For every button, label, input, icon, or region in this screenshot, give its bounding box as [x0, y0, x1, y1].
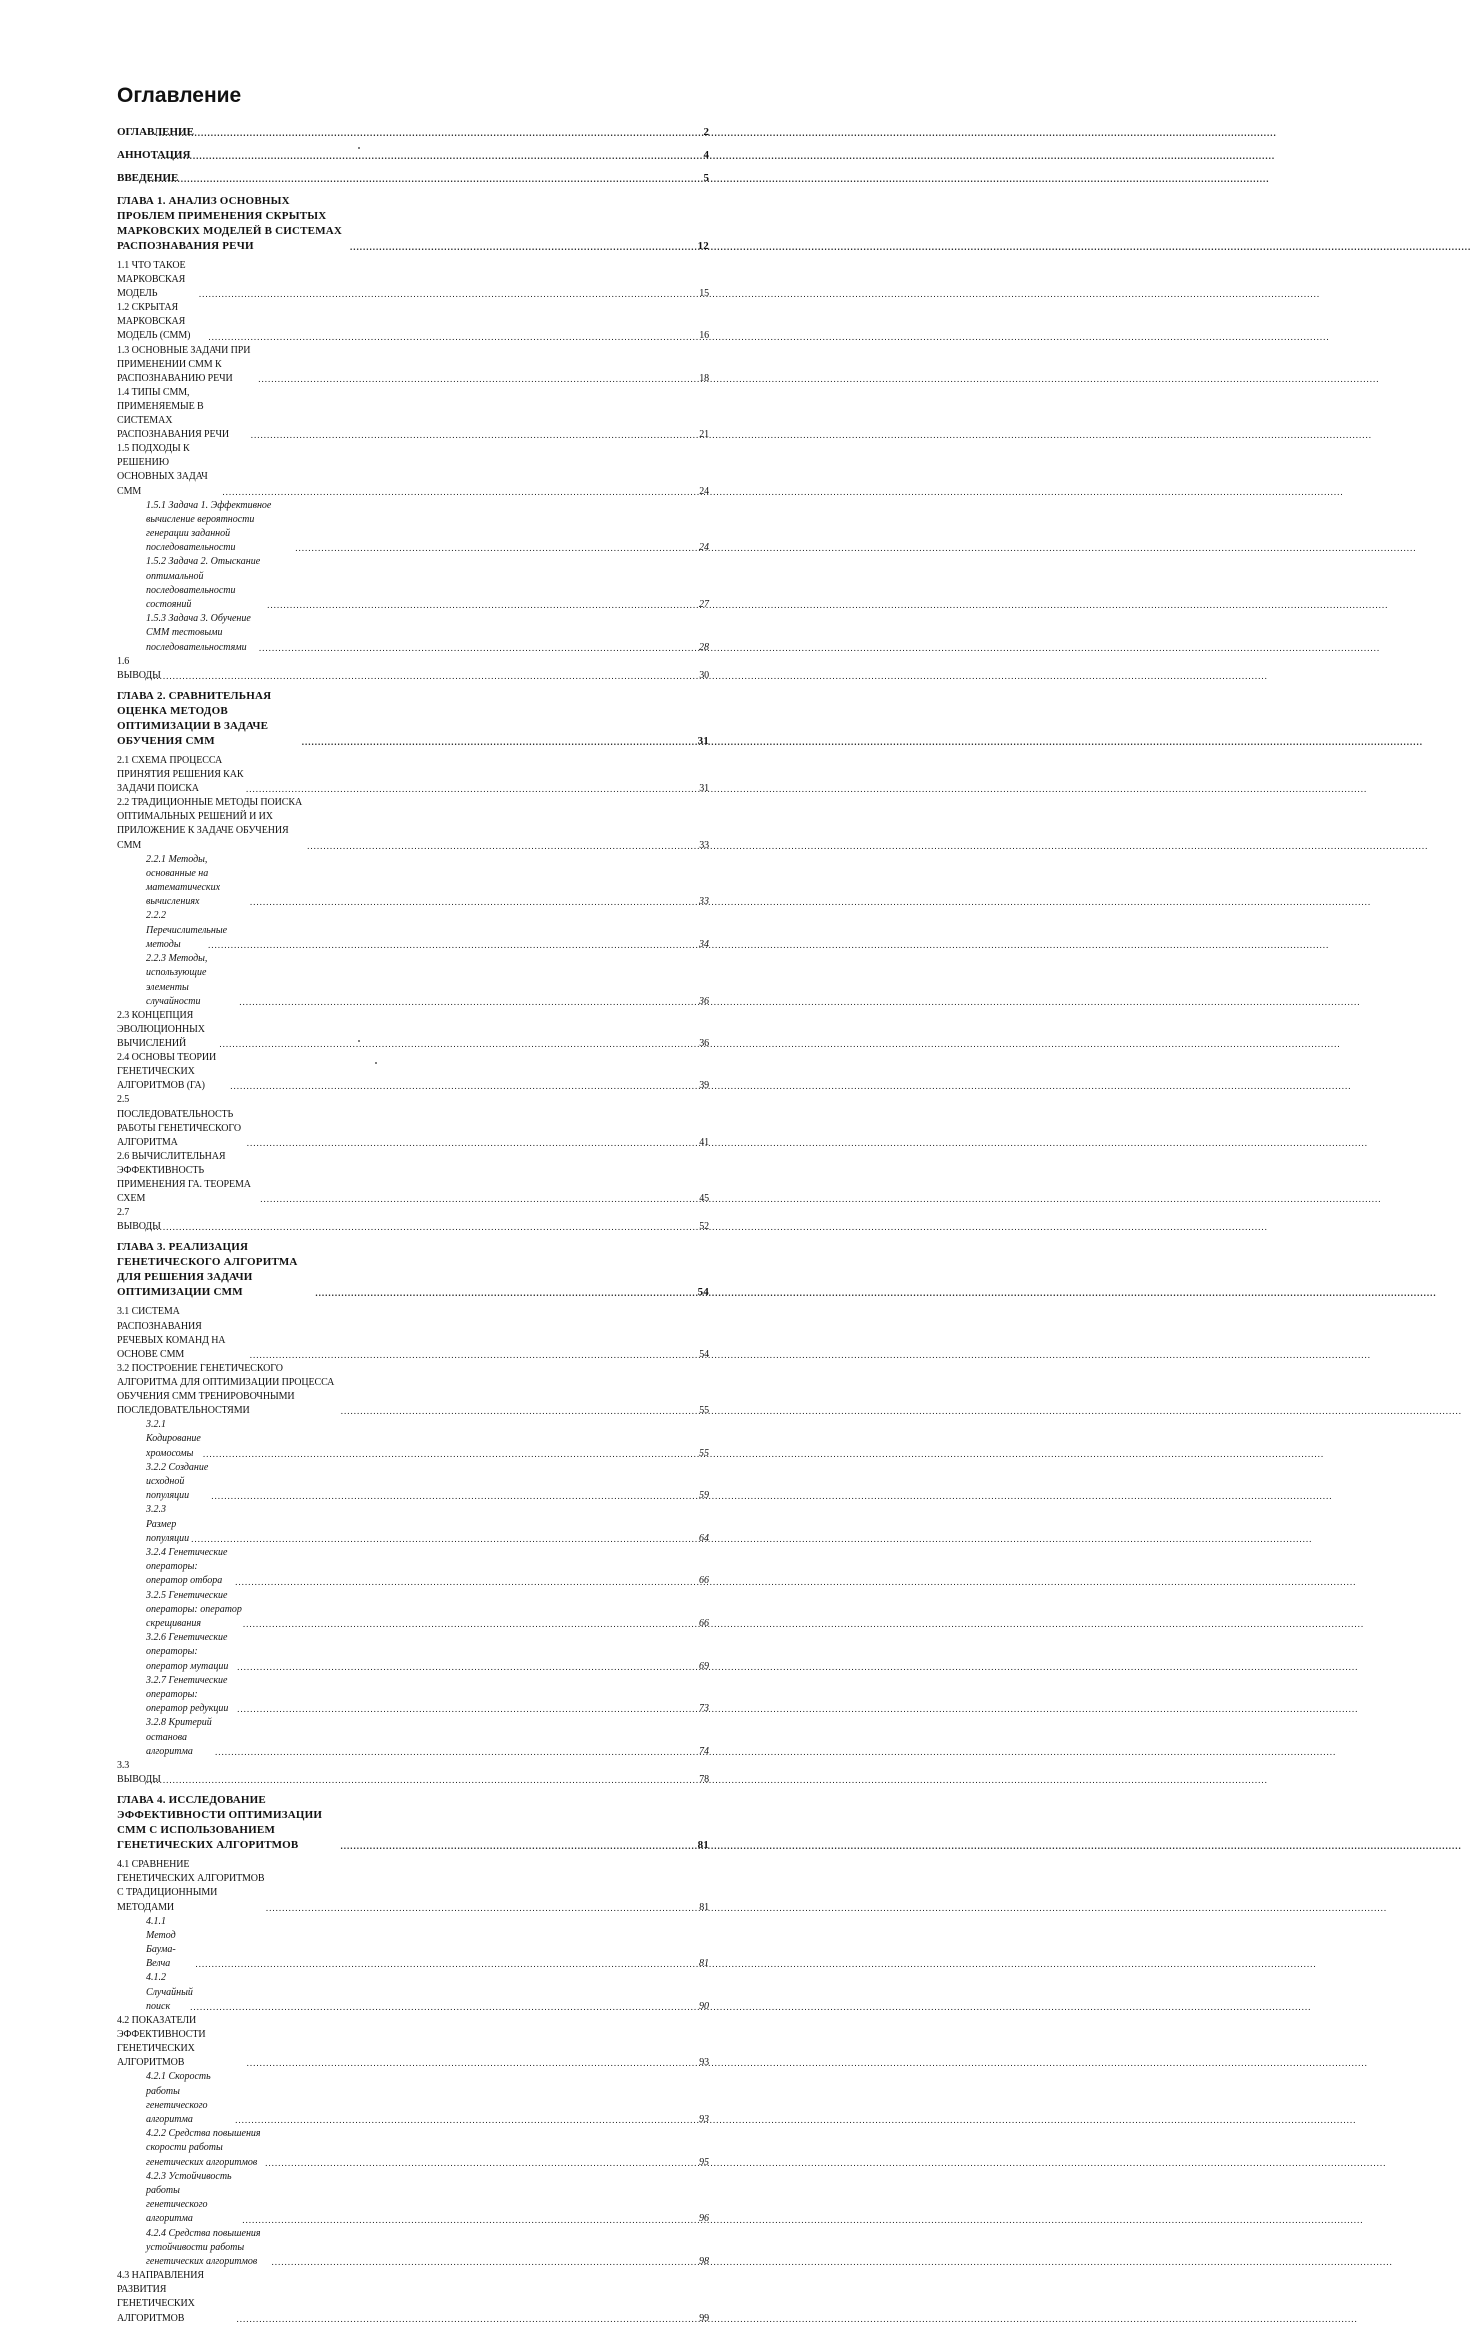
toc-subsection[interactable]	[117, 1716, 709, 1759]
toc-entry-title: 4.2.3 Устойчивость работы генетического алгоритма	[146, 2170, 232, 2225]
toc-subsection[interactable]	[117, 499, 709, 556]
toc-entry-title: 3.2.4 Генетические операторы: оператор отбора	[146, 1546, 228, 1587]
table-of-contents	[117, 125, 709, 2326]
dot-leader	[247, 2059, 698, 2067]
toc-section[interactable]	[117, 1858, 709, 1914]
dot-leader	[235, 2116, 697, 2124]
dot-leader	[191, 1535, 697, 1543]
dot-leader	[211, 1492, 697, 1500]
toc-entry-title: 4.1.1 Метод Баума-Велча	[146, 1915, 176, 1970]
toc-subsection[interactable]	[117, 2227, 709, 2270]
dot-leader	[230, 1082, 697, 1090]
dot-leader	[147, 1223, 698, 1231]
toc-entry-title: 2.4 ОСНОВЫ ТЕОРИИ ГЕНЕТИЧЕСКИХ АЛГОРИТМОВ (ГА)	[117, 1052, 217, 1092]
toc-entry-title: АННОТАЦИЯ	[117, 149, 191, 161]
toc-entry-title: 4.2.1 Скорость работы генетического алгоритма	[146, 2071, 211, 2125]
toc-page-number: 2	[703, 126, 709, 138]
toc-page-number: 98	[699, 2256, 709, 2268]
toc-page-number: 30	[699, 669, 709, 681]
toc-subsection[interactable]	[117, 2170, 709, 2227]
dot-leader	[190, 2003, 697, 2011]
toc-entry-title: 1.6 ВЫВОДЫ	[117, 655, 161, 681]
dot-leader	[155, 129, 701, 137]
dot-leader	[259, 644, 697, 652]
toc-page-number: 81	[697, 1839, 709, 1852]
toc-page-number: 45	[699, 1193, 709, 1205]
dot-leader	[307, 842, 697, 850]
dot-leader	[266, 1904, 697, 1912]
toc-chapter-heading[interactable]	[117, 194, 709, 254]
dot-leader	[222, 488, 697, 496]
toc-page-number: 24	[699, 542, 709, 554]
toc-section[interactable]	[117, 259, 709, 301]
toc-entry-top[interactable]	[117, 171, 709, 186]
toc-page-number: 28	[699, 641, 709, 653]
toc-entry-title: 2.7 ВЫВОДЫ	[117, 1207, 161, 1233]
toc-page-number: 18	[699, 372, 709, 384]
dot-leader	[350, 243, 696, 251]
dot-leader	[237, 1663, 697, 1671]
toc-section[interactable]	[117, 754, 709, 796]
toc-entry-title: 1.3 ОСНОВНЫЕ ЗАДАЧИ ПРИ ПРИМЕНЕНИИ СММ К РАСПОЗНАВАНИЮ РЕЧИ	[117, 344, 251, 384]
toc-subsection[interactable]	[117, 1503, 709, 1546]
dot-leader	[147, 672, 698, 680]
toc-chapter-heading[interactable]	[117, 1240, 709, 1300]
dot-leader	[251, 431, 697, 439]
toc-section[interactable]	[117, 796, 709, 852]
dot-leader	[242, 2216, 697, 2224]
toc-entry-title: 3.1 СИСТЕМА РАСПОЗНАВАНИЯ РЕЧЕВЫХ КОМАНД НА ОСНОВЕ СММ	[117, 1306, 226, 1360]
toc-entry-title: 3.2.8 Критерий останова алгоритма	[146, 1717, 212, 1757]
toc-entry-title: ГЛАВА 1. АНАЛИЗ ОСНОВНЫХ ПРОБЛЕМ ПРИМЕНЕНИЯ СКРЫТЫХ МАРКОВСКИХ МОДЕЛЕЙ В СИСТЕМАХ РАСПОЗНАВАНИЯ РЕЧИ	[117, 195, 343, 252]
toc-entry-title: 3.3 ВЫВОДЫ	[117, 1760, 161, 1786]
toc-page-number: 27	[699, 599, 709, 611]
toc-page-number: 36	[699, 1038, 709, 1050]
toc-section[interactable]	[117, 301, 709, 343]
dot-leader	[247, 1139, 698, 1147]
dot-leader	[215, 1748, 697, 1756]
toc-entry-title: 3.2.7 Генетические операторы: оператор редукции	[146, 1674, 229, 1715]
toc-page-number: 21	[699, 429, 709, 441]
toc-entry-title: 1.4 ТИПЫ СММ, ПРИМЕНЯЕМЫЕ В СИСТЕМАХ РАСПОЗНАВАНИЯ РЕЧИ	[117, 386, 230, 441]
dot-leader	[258, 375, 697, 383]
dot-leader	[267, 601, 697, 609]
toc-subsection[interactable]	[117, 1915, 709, 1972]
toc-entry-title: 1.2 СКРЫТАЯ МАРКОВСКАЯ МОДЕЛЬ (СММ)	[117, 302, 191, 342]
toc-entry-title: 3.2.2 Создание исходной популяции	[146, 1461, 209, 1502]
toc-page-number: 41	[699, 1136, 709, 1148]
toc-page-number: 73	[699, 1703, 709, 1715]
toc-page-number: 54	[699, 1348, 709, 1360]
dot-leader	[302, 738, 696, 746]
dot-leader	[243, 1620, 697, 1628]
toc-entry-title: 2.6 ВЫЧИСЛИТЕЛЬНАЯ ЭФФЕКТИВНОСТЬ ПРИМЕНЕНИЯ ГА. ТЕОРЕМА СХЕМ	[117, 1150, 251, 1205]
toc-entry-top[interactable]	[117, 148, 709, 163]
toc-subsection[interactable]	[117, 612, 709, 655]
toc-page-number: 78	[699, 1774, 709, 1786]
toc-entry-title: 1.5.1 Задача 1. Эффективное вычисление вероятности генерации заданной последовательности	[146, 499, 272, 554]
dot-leader	[296, 544, 697, 552]
toc-entry-title: 4.1.2 Случайный поиск	[146, 1972, 193, 2012]
dot-leader	[315, 1289, 695, 1297]
toc-entry-title: 4.2 ПОКАЗАТЕЛИ ЭФФЕКТИВНОСТИ ГЕНЕТИЧЕСКИХ АЛГОРИТМОВ	[117, 2015, 206, 2069]
toc-page-number: 81	[699, 1958, 709, 1970]
dot-leader	[237, 2315, 698, 2323]
toc-page-number: 4	[703, 149, 709, 161]
toc-subsection[interactable]	[117, 1589, 709, 1632]
dot-leader	[219, 1040, 697, 1048]
toc-entry-title: 2.5 ПОСЛЕДОВАТЕЛЬНОСТЬ РАБОТЫ ГЕНЕТИЧЕСКОГО АЛГОРИТМА	[117, 1094, 241, 1148]
toc-entry-title: 3.2.1 Кодирование хромосомы	[146, 1419, 201, 1459]
toc-section[interactable]	[117, 1009, 709, 1051]
dot-leader	[148, 175, 701, 183]
toc-subsection[interactable]	[117, 2070, 709, 2127]
toc-page-number: 99	[699, 2312, 709, 2324]
dot-leader	[199, 290, 697, 298]
toc-section[interactable]	[117, 344, 709, 386]
toc-subsection[interactable]	[117, 1674, 709, 1717]
toc-entry-title: 1.5 ПОДХОДЫ К РЕШЕНИЮ ОСНОВНЫХ ЗАДАЧ СММ	[117, 443, 208, 497]
toc-entry-title: ГЛАВА 3. РЕАЛИЗАЦИЯ ГЕНЕТИЧЕСКОГО АЛГОРИТМА ДЛЯ РЕШЕНИЯ ЗАДАЧИ ОПТИМИЗАЦИИ СММ	[117, 1241, 298, 1299]
toc-section[interactable]	[117, 1150, 709, 1206]
toc-section[interactable]	[117, 1093, 709, 1149]
toc-entry-title: ВВЕДЕНИЕ	[117, 172, 179, 184]
dot-leader	[147, 1776, 698, 1784]
toc-subsection[interactable]	[117, 853, 709, 910]
dot-leader	[250, 898, 697, 906]
toc-section[interactable]	[117, 1206, 709, 1234]
toc-entry-title: 1.5.3 Задача 3. Обучение СММ тестовыми последовательностями	[146, 613, 251, 653]
toc-section[interactable]	[117, 2269, 709, 2325]
toc-entry-title: 2.3 КОНЦЕПЦИЯ ЭВОЛЮЦИОННЫХ ВЫЧИСЛЕНИЙ	[117, 1009, 205, 1050]
toc-entry-title: 2.1 СХЕМА ПРОЦЕССА ПРИНЯТИЯ РЕШЕНИЯ КАК ЗАДАЧИ ПОИСКА	[117, 755, 244, 795]
dot-leader	[154, 152, 702, 160]
toc-page-number: 39	[699, 1080, 709, 1092]
toc-entry-top[interactable]	[117, 125, 709, 140]
toc-page-number: 5	[703, 172, 709, 184]
toc-page-number: 93	[699, 2114, 709, 2125]
toc-page-number: 93	[699, 2057, 709, 2069]
toc-page-number: 34	[699, 938, 709, 950]
toc-section[interactable]	[117, 1759, 709, 1787]
toc-page-number: 54	[697, 1286, 709, 1299]
toc-page-number: 55	[699, 1447, 709, 1459]
dot-leader	[250, 1351, 697, 1359]
toc-page-number: 31	[697, 735, 709, 748]
toc-entry-title: 4.3 НАПРАВЛЕНИЯ РАЗВИТИЯ ГЕНЕТИЧЕСКИХ АЛГОРИТМОВ	[117, 2270, 204, 2324]
dot-leader	[341, 1407, 697, 1415]
toc-entry-title: 3.2.3 Размер популяции	[146, 1504, 190, 1544]
toc-subsection[interactable]	[117, 1546, 709, 1589]
toc-subsection[interactable]	[117, 2127, 709, 2170]
toc-subsection[interactable]	[117, 555, 709, 612]
toc-section[interactable]	[117, 1305, 709, 1361]
toc-page-number: 36	[699, 995, 709, 1007]
toc-entry-title: 2.2 ТРАДИЦИОННЫЕ МЕТОДЫ ПОИСКА ОПТИМАЛЬНЫХ РЕШЕНИЙ И ИХ ПРИЛОЖЕНИЕ К ЗАДАЧЕ ОБУЧЕНИЯ СММ	[117, 797, 303, 851]
toc-page-number: 64	[699, 1532, 709, 1544]
toc-subsection[interactable]	[117, 1631, 709, 1674]
toc-entry-title: 2.2.1 Методы, основанные на математических вычислениях	[146, 853, 221, 908]
toc-page-number: 66	[699, 1618, 709, 1629]
toc-subsection[interactable]	[117, 909, 709, 952]
toc-subsection[interactable]	[117, 1461, 709, 1504]
toc-page-number: 55	[699, 1405, 709, 1417]
dot-leader	[235, 1578, 697, 1586]
toc-page-number: 66	[699, 1575, 709, 1587]
toc-page-number: 24	[699, 485, 709, 497]
toc-page-number: 74	[699, 1745, 709, 1757]
toc-page-number: 16	[699, 330, 709, 342]
dot-leader	[239, 998, 697, 1006]
toc-page-number: 33	[699, 896, 709, 908]
dot-leader	[237, 1705, 697, 1713]
dot-leader	[260, 1195, 697, 1203]
toc-entry-title: 2.2.2 Перечислительные методы	[146, 910, 228, 950]
toc-page-number: 69	[699, 1660, 709, 1672]
toc-page-number: 12	[697, 240, 709, 252]
toc-section[interactable]	[117, 386, 709, 442]
toc-section[interactable]	[117, 1051, 709, 1093]
toc-entry-title: 4.1 СРАВНЕНИЕ ГЕНЕТИЧЕСКИХ АЛГОРИТМОВ С ТРАДИЦИОННЫМИ МЕТОДАМИ	[117, 1859, 265, 1913]
dot-leader	[208, 941, 697, 949]
dot-leader	[203, 1450, 697, 1458]
toc-entry-title: ГЛАВА 4. ИССЛЕДОВАНИЕ ЭФФЕКТИВНОСТИ ОПТИМИЗАЦИИ СММ С ИСПОЛЬЗОВАНИЕМ ГЕНЕТИЧЕСКИХ АЛГОРИТМОВ	[117, 1794, 323, 1852]
toc-chapter-heading[interactable]	[117, 689, 709, 749]
toc-page-number: 90	[699, 2000, 709, 2012]
toc-entry-title: 1.1 ЧТО ТАКОЕ МАРКОВСКАЯ МОДЕЛЬ	[117, 260, 186, 300]
dot-leader	[196, 1960, 697, 1968]
dot-leader	[208, 333, 697, 341]
toc-subsection[interactable]	[117, 1971, 709, 2014]
toc-entry-title: ОГЛАВЛЕНИЕ	[117, 126, 194, 138]
scan-speck	[358, 1040, 360, 1042]
toc-page-number: 52	[699, 1221, 709, 1233]
toc-section[interactable]	[117, 1362, 709, 1418]
toc-entry-title: 4.2.4 Средства повышения устойчивости работы генетических алгоритмов	[146, 2227, 261, 2268]
dot-leader	[272, 2258, 697, 2266]
page-title: Оглавление	[117, 84, 242, 107]
toc-entry-title: 3.2 ПОСТРОЕНИЕ ГЕНЕТИЧЕСКОГО АЛГОРИТМА ДЛЯ ОПТИМИЗАЦИИ ПРОЦЕССА ОБУЧЕНИЯ СММ ТРЕНИРОВОЧНЫМИ ПОСЛЕДОВАТЕЛЬНОСТЯМИ	[117, 1362, 335, 1417]
dot-leader	[246, 785, 697, 793]
toc-chapter-heading[interactable]	[117, 1793, 709, 1853]
toc-page-number: 59	[699, 1490, 709, 1502]
toc-entry-title: 1.5.2 Задача 2. Отыскание оптимальной последовательности состояний	[146, 556, 261, 611]
toc-entry-title: 3.2.6 Генетические операторы: оператор мутации	[146, 1632, 229, 1672]
toc-section[interactable]	[117, 655, 709, 683]
scan-speck	[358, 147, 360, 149]
toc-page-number: 33	[699, 839, 709, 851]
toc-section[interactable]	[117, 442, 709, 498]
dot-leader	[265, 2159, 697, 2167]
toc-page-number: 96	[699, 2213, 709, 2225]
toc-entry-title: ГЛАВА 2. СРАВНИТЕЛЬНАЯ ОЦЕНКА МЕТОДОВ ОПТИМИЗАЦИИ В ЗАДАЧЕ ОБУЧЕНИЯ СММ	[117, 690, 272, 748]
toc-page-number: 95	[699, 2156, 709, 2168]
toc-page-number: 15	[699, 288, 709, 300]
toc-page-number: 81	[699, 1901, 709, 1913]
dot-leader	[340, 1842, 695, 1850]
toc-page-number: 31	[699, 783, 709, 795]
toc-subsection[interactable]	[117, 952, 709, 1009]
toc-section[interactable]	[117, 2014, 709, 2070]
scan-speck	[375, 1062, 377, 1064]
toc-entry-title: 3.2.5 Генетические операторы: оператор скрещивания	[146, 1589, 242, 1629]
toc-entry-title: 2.2.3 Методы, использующие элементы случайности	[146, 953, 208, 1007]
toc-subsection[interactable]	[117, 1418, 709, 1461]
toc-entry-title: 4.2.2 Средства повышения скорости работы генетических алгоритмов	[146, 2128, 261, 2168]
